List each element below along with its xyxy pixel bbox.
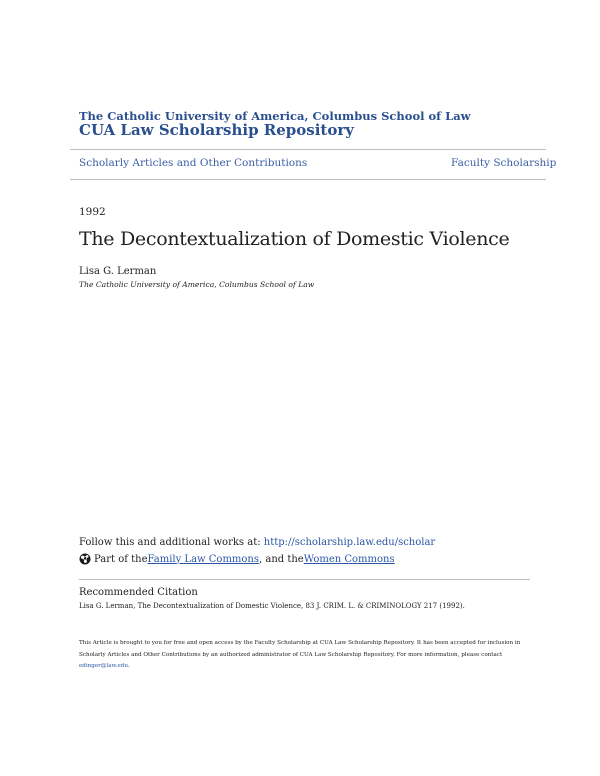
women-commons-link[interactable]: Women Commons bbox=[303, 553, 395, 565]
faculty-scholarship-link[interactable]: Faculty Scholarship bbox=[451, 157, 557, 169]
part-of-prefix: Part of the bbox=[94, 553, 148, 565]
institution-name: The Catholic University of America, Columbus School of Law bbox=[79, 109, 471, 123]
article-title: The Decontextualization of Domestic Violence bbox=[79, 228, 510, 250]
follow-prefix: Follow this and additional works at: bbox=[79, 537, 264, 548]
notice-end: . bbox=[127, 663, 130, 669]
author-affiliation: The Catholic University of America, Columbus School of Law bbox=[79, 280, 315, 289]
access-notice bbox=[79, 638, 531, 673]
divider-nav bbox=[70, 179, 546, 180]
divider-top bbox=[70, 149, 546, 150]
collection-link[interactable]: Scholarly Articles and Other Contributions bbox=[79, 157, 308, 169]
divider-citation bbox=[79, 579, 530, 580]
citation-heading: Recommended Citation bbox=[79, 587, 198, 598]
repository-name[interactable]: CUA Law Scholarship Repository bbox=[79, 121, 354, 139]
scholar-url-link[interactable]: http://scholarship.law.edu/scholar bbox=[263, 537, 436, 548]
author-name: Lisa G. Lerman bbox=[79, 266, 157, 277]
citation-text: Lisa G. Lerman, The Decontextualization of Domestic Violence, 83 J. CRIM. L. & CRIMINOLOGY 217 (1992). bbox=[79, 602, 465, 610]
contact-email-link[interactable]: edinger@law.edu bbox=[79, 663, 128, 669]
part-of-line bbox=[79, 553, 395, 565]
network-icon bbox=[79, 553, 91, 565]
part-of-middle: , and the bbox=[259, 553, 304, 565]
notice-text: This Article is brought to you for free and open access by the Faculty Scholarship at CUA Law Scholarship Repository. It has been accepted for inclusion in Scholarly Articles and Other Contributions by an authorized administrator of CUA Law Scholarship Repository. For more information, please contact bbox=[79, 640, 521, 658]
family-law-commons-link[interactable]: Family Law Commons bbox=[147, 553, 259, 565]
follow-line bbox=[79, 537, 435, 548]
publication-year: 1992 bbox=[79, 206, 106, 218]
